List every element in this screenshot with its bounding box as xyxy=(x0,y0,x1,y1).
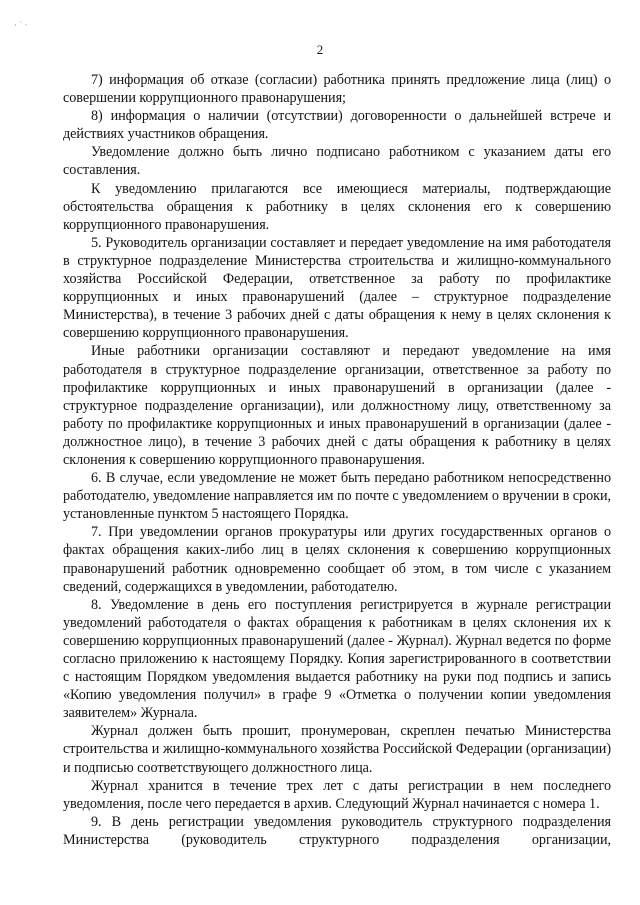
paragraph-attachments: К уведомлению прилагаются все имеющиеся материалы, подтверждающие обстоятельства обращения к работнику в целях склонения его к совершению коррупционного правонарушения. xyxy=(63,180,611,233)
document-body xyxy=(63,71,611,849)
paragraph-other-employees: Иные работники организации составляют и передают уведомление на имя работодателя в структурное подразделение организации, ответственное за работу по профилактике коррупционных и иных правонарушений в организации (далее - структурное подразделение организации), или должностному лицу, ответственному за работу по профилактике коррупционных и иных правонарушений в организации (далее - должностное лицо), в течение 3 рабочих дней с даты обращения к работнику в целях склонения к совершению коррупционного правонарушения. xyxy=(63,343,611,468)
paragraph-section-9: 9. В день регистрации уведомления руководитель структурного подразделения Министерства (руководитель структурного подразделения организации, xyxy=(63,813,611,848)
paragraph-section-6: 6. В случае, если уведомление не может быть передано работником непосредственно работодателю, уведомление направляется им по почте с уведомлением о вручении в сроки, установленные пунктом 5 настоящего Порядка. xyxy=(63,470,611,523)
paragraph-section-5: 5. Руководитель организации составляет и передает уведомление на имя работодателя в структурное подразделение Министерства строительства и жилищно-коммунального хозяйства Российской Федерации, ответственное за работу по профилактике коррупционных и иных правонарушений (далее – структурное подразделение Министерства), в течение 3 рабочих дней с даты обращения к нему в целях склонения к совершению коррупционного правонарушения. xyxy=(63,234,611,342)
paragraph-item-7: 7) информация об отказе (согласии) работника принять предложение лица (лиц) о совершении коррупционного правонарушения; xyxy=(63,72,611,107)
paragraph-section-7: 7. При уведомлении органов прокуратуры или других государственных органов о фактах обращения каких-либо лиц в целях склонения к совершению коррупционных правонарушений работник одновременно сообщает об этом, в том числе с указанием сведений, содержащихся в уведомлении, работодателю. xyxy=(63,524,611,595)
paragraph-journal-binding: Журнал должен быть прошит, пронумерован, скреплен печатью Министерства строительства и жилищно-коммунального хозяйства Российской Федерации (организации) и подписью соответствующего должностного лица. xyxy=(63,723,611,776)
paragraph-signature-requirement: Уведомление должно быть лично подписано работником с указанием даты его составления. xyxy=(63,144,611,179)
page-number: 2 xyxy=(316,42,324,57)
paragraph-item-8: 8) информация о наличии (отсутствии) договоренности о дальнейшей встрече и действиях участников обращения. xyxy=(63,108,611,143)
paragraph-journal-storage: Журнал хранится в течение трех лет с даты регистрации в нем последнего уведомления, после чего передается в архив. Следующий Журнал начинается с номера 1. xyxy=(63,777,611,812)
paragraph-section-8: 8. Уведомление в день его поступления регистрируется в журнале регистрации уведомлений работодателя о фактах обращения к работникам в целях склонения их к совершению коррупционных правонарушений (далее - Журнал). Журнал ведется по форме согласно приложению к настоящему Порядку. Копия зарегистрированного в соответствии с настоящим Порядком уведомления выдается работнику на руки под подпись и запись «Копию уведомления получил» в графе 9 «Отметка о получении копии уведомления заявителем» Журнала. xyxy=(63,596,611,722)
margin-marks: · ˙ · xyxy=(14,20,28,30)
